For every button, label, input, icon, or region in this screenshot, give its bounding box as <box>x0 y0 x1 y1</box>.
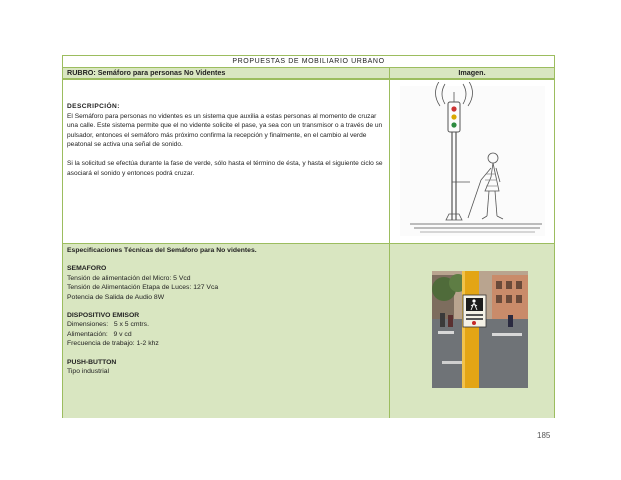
semaforo-line: Tensión de alimentación del Micro: 5 Vcd <box>67 274 191 282</box>
column-divider <box>389 68 390 418</box>
description-paragraph-2: Si la solicitud se efectúa durante la fase de verde, sólo hasta el término de ésta, y hasta el siguiente ciclo se asociará el sonido y entonces podrá cruzar. <box>67 159 383 177</box>
rubro-label: RUBRO: Semáforo para personas No Videntes <box>67 68 226 77</box>
street-photo-icon <box>390 244 554 418</box>
semaforo-line: Tensión de Alimentación Etapa de Luces: 127 Vca <box>67 284 219 292</box>
rubro-row <box>63 68 554 80</box>
table-title: PROPUESTAS DE MOBILIARIO URBANO <box>63 56 554 68</box>
image-column-header: Imagen. <box>458 68 486 77</box>
traffic-light-sketch-icon <box>390 82 554 242</box>
semaforo-line: Potencia de Salida de Audio 8W <box>67 293 165 301</box>
page-number: 185 <box>537 431 551 440</box>
sketch-cell <box>390 82 554 244</box>
emisor-title: DISPOSITIVO EMISOR <box>67 312 140 320</box>
specs-heading: Especificaciones Técnicas del Semáforo para No videntes. <box>67 247 257 254</box>
push-button-title: PUSH-BUTTON <box>67 358 117 366</box>
proposal-table <box>62 55 555 418</box>
description-cell <box>63 82 389 244</box>
semaforo-title: SEMAFORO <box>67 265 107 273</box>
emisor-line: Dimensiones: 5 x 5 cmtrs. <box>67 321 149 329</box>
emisor-line: Alimentación: 9 v cd <box>67 330 132 338</box>
push-button-line: Tipo industrial <box>67 368 110 376</box>
description-heading: DESCRIPCIÓN: <box>67 103 120 110</box>
description-paragraph-1: El Semáforo para personas no videntes es un sistema que auxilia a estas personas al momento de cruzar una calle. Este sistema permite que el no vidente solicite el pase, ya sea con un transmisor o a través de un pulsador, entonces el semáforo más próximo confirma la recepción y finalmente, en el cambio al verde peatonal se activa una señal de sonido. <box>67 112 383 149</box>
photo-cell <box>390 244 554 418</box>
specifications-cell <box>63 244 389 418</box>
emisor-line: Frecuencia de trabajo: 1-2 khz <box>67 340 159 348</box>
